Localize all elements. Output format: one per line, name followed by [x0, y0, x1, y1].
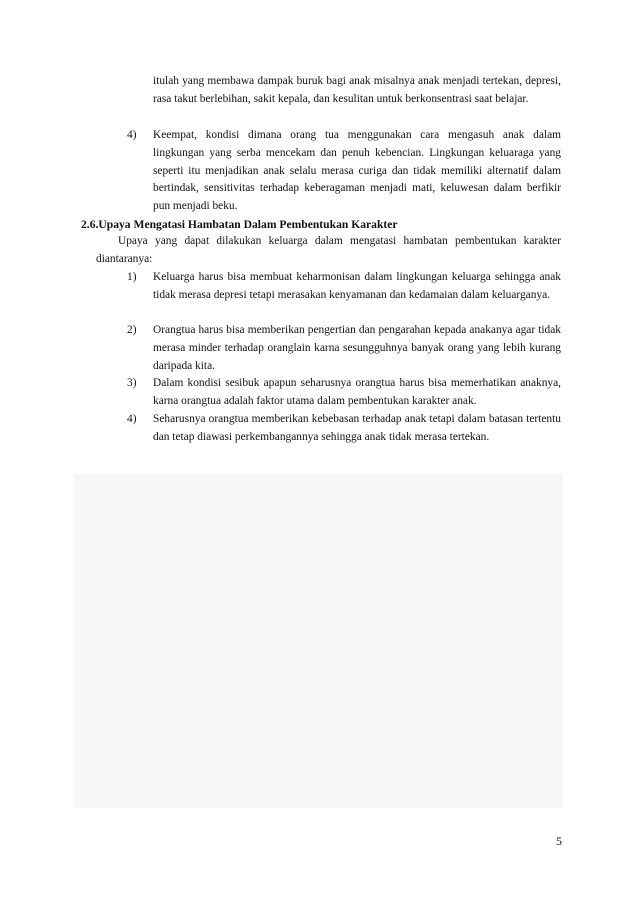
list-item-number: 2) — [127, 324, 137, 336]
list-item-number: 1) — [127, 271, 137, 283]
list-item-number: 4) — [127, 129, 137, 141]
intro-text: Upaya yang dapat dilakukan keluarga dalam mengatasi hambatan pembentukan karakter diantaranya: — [96, 235, 561, 265]
list-item — [127, 411, 561, 447]
list-item-number: 3) — [127, 377, 137, 389]
list-item — [127, 322, 561, 375]
list-item-text: Keempat, kondisi dimana orang tua menggunakan cara mengasuh anak dalam lingkungan yang serba mencekam dan penuh kebencian. Lingkungan keluaraga yang seperti itu menjadikan anak selalu merasa curiga dan tidak memiliki alternatif dalam bertindak, sensitivitas terhadap keberagaman menjadi mati, keluwesan dalam berfikir pun menjadi beku. — [153, 129, 561, 213]
list-item-text: Keluarga harus bisa membuat keharmonisan dalam lingkungan keluarga sehingga anak tidak merasa depresi tetapi merasakan kenyamanan dan kedamaian dalam keluarganya. — [153, 271, 561, 301]
section-intro — [96, 233, 561, 269]
list-item — [127, 269, 561, 305]
section-heading: 2.6.Upaya Mengatasi Hambatan Dalam Pembentukan Karakter — [81, 218, 398, 231]
list-item-text: Dalam kondisi sesibuk apapun seharusnya orangtua harus bisa memerhatikan anaknya, karna orangtua adalah faktor utama dalam pembentukan karakter anak. — [153, 377, 561, 407]
page-number: 5 — [556, 834, 562, 848]
empty-placeholder-area — [74, 474, 563, 808]
list-item-number: 4) — [127, 413, 137, 425]
list-item — [127, 375, 561, 411]
list-item-text: Seharusnya orangtua memberikan kebebasan terhadap anak tetapi dalam batasan tertentu dan tetap diawasi perkembangannya sehingga anak tidak merasa tertekan. — [153, 413, 561, 443]
continuation-text: itulah yang membawa dampak buruk bagi anak misalnya anak menjadi tertekan, depresi, rasa takut berlebihan, sakit kepala, dan kesulitan untuk berkonsentrasi saat belajar. — [153, 75, 561, 105]
list-item — [127, 127, 561, 216]
list-item-text: Orangtua harus bisa memberikan pengertian dan pengarahan kepada anakanya agar tidak merasa minder terhadap oranglain karna sesungguhnya banyak orang yang lebih kurang daripada kita. — [153, 324, 561, 372]
